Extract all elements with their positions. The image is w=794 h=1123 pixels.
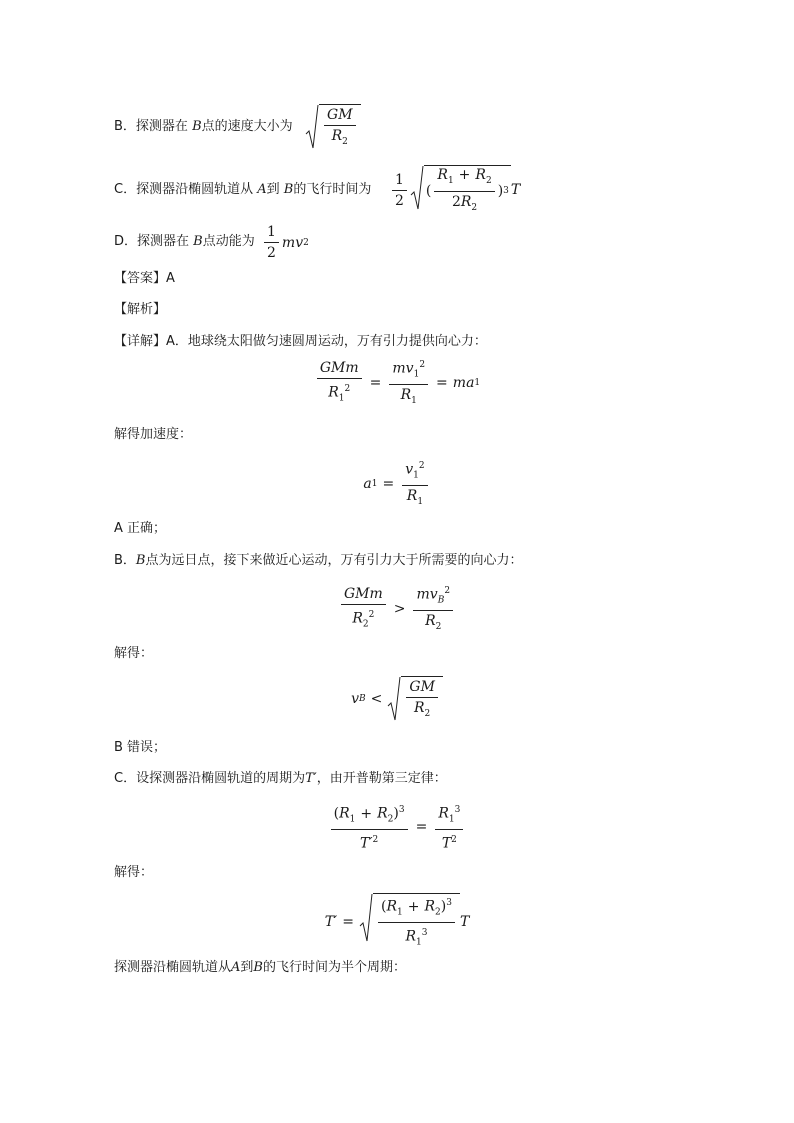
answer-line: [114, 271, 175, 287]
option-d-label: D．: [114, 234, 138, 249]
detail-line: 【详解】A．地球绕太阳做匀速圆周运动，万有引力提供向心力：: [114, 334, 487, 349]
option-c: C．探测器沿椭圆轨道从 A到 B的飞行时间为: [114, 182, 372, 197]
solve1-line: 解得：: [114, 646, 154, 661]
analysis-tag: 【解析】: [114, 302, 167, 317]
answer-tag: 【答案】: [114, 271, 167, 286]
solve-acc-line: 解得加速度：: [114, 427, 193, 442]
option-d-formula: $\frac{1}{2}$ m v 2: [261, 224, 309, 261]
last-line: 探测器沿椭圆轨道从A到B的飞行时间为半个周期：: [114, 960, 406, 975]
solve2-line: 解得：: [114, 865, 154, 880]
equation-gravity-gt: $\frac{\text{GMm}}{R_2^2}$ > $\frac{mv_B^2}{R_2}$: [0, 583, 794, 635]
option-c-formula: $\frac{1}{2}$ ( $\frac{R_1 + R_2}{2R_2}$ ) 3 T: [389, 165, 520, 216]
sqrt-sign: $\frac{GM}{R_2}$: [305, 104, 361, 150]
option-d: D．探测器在 B点动能为: [114, 234, 255, 249]
equation-kepler: $\frac{(R_1 + R_2)^3}{T'^2}$ = $\frac{R_1^3}{T^2}$: [0, 802, 794, 852]
c-intro-line: C．设探测器沿椭圆轨道的周期为T′，由开普勒第三定律：: [114, 771, 447, 786]
b-wrong-line: B 错误；: [114, 740, 167, 755]
option-c-label: C．: [114, 182, 137, 197]
a-correct-line: A 正确；: [114, 521, 167, 536]
option-b-formula: [305, 104, 361, 154]
equation-tprime: T′ = $\frac{(R_1 + R_2)^3}{R_1^3}$ T: [0, 893, 794, 951]
option-b-label: B．: [114, 119, 136, 134]
equation-acceleration: a 1 = $\frac{v_1^2}{R_1}$: [0, 458, 794, 510]
option-b: B．探测器在 B点的速度大小为: [114, 119, 293, 134]
equation-vb: v B < $\frac{GM}{R_2}$: [0, 676, 794, 722]
answer-value: A: [166, 271, 175, 286]
equation-gravity-centripetal: $\frac{\text{GMm}}{R_1^2}$ = $\frac{mv_1^2}{R_1}$ = m a 1: [0, 357, 794, 409]
detail-tag: 【详解】: [114, 334, 167, 349]
analysis-line: [114, 302, 166, 318]
b-intro-line: B．B点为远日点，接下来做近心运动，万有引力大于所需要的向心力：: [114, 553, 523, 568]
